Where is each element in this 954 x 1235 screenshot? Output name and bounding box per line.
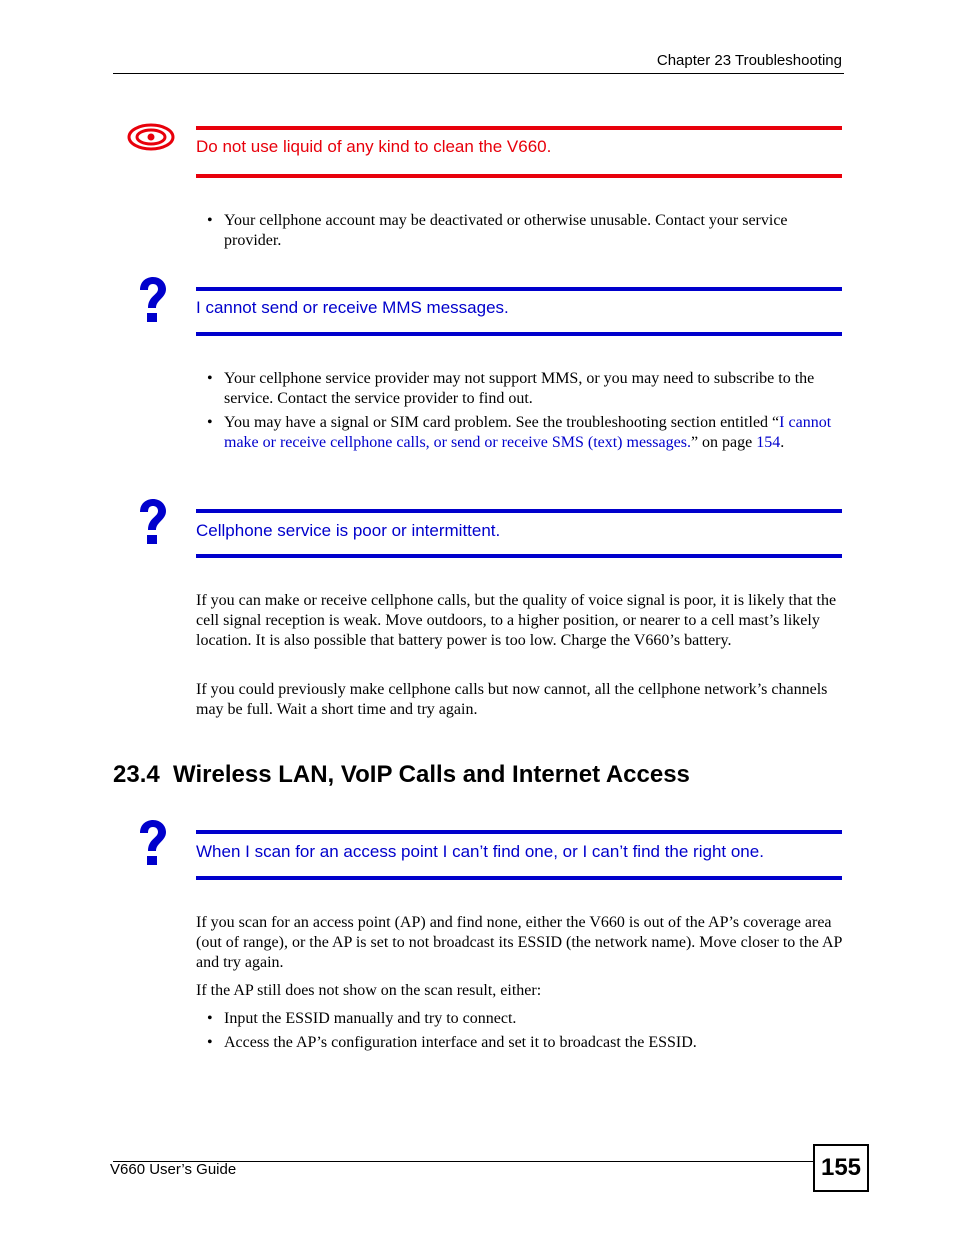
cross-reference-link[interactable]: I cannot make or receive cellphone calls, or send or receive SMS (text) messages. (224, 414, 832, 451)
question-rule-top (196, 830, 842, 834)
bullet-dot: • (207, 1034, 213, 1051)
paragraph: If you can make or receive cellphone calls, but the quality of voice signal is poor, it is likely that the cell signal reception is weak. Move outdoors, to a higher position, or nearer to a cell mast’s likely location. It is also possible that battery power is too low. Charge the V660’s battery. (196, 592, 837, 649)
item-text: ” on page (690, 434, 757, 451)
page-number: 155 (813, 1144, 869, 1192)
bullet-dot: • (207, 1010, 213, 1027)
section-heading: 23.4 Wireless LAN, VoIP Calls and Internet Access (113, 761, 690, 788)
question-mark-icon (134, 276, 170, 326)
bullet-dot: • (207, 212, 213, 229)
eye-icon (126, 120, 176, 154)
warning-rule-top (196, 126, 842, 130)
footer-guide-title: V660 User’s Guide (110, 1161, 237, 1178)
question-rule-bottom (196, 332, 842, 336)
question-text: When I scan for an access point I can’t find one, or I can’t find the right one. (196, 842, 764, 861)
list-item: Your cellphone account may be deactivated or otherwise unusable. Contact your service provider. (224, 212, 788, 249)
paragraph: If you could previously make cellphone calls but now cannot, all the cellphone network’s channels may be full. Wait a short time and try again. (196, 681, 828, 718)
question-rule-bottom (196, 876, 842, 880)
question-mark-icon (134, 498, 170, 548)
bullet-dot: • (207, 414, 213, 431)
question-rule-top (196, 509, 842, 513)
header-rule (113, 73, 844, 74)
list-item: Access the AP’s configuration interface and set it to broadcast the ESSID. (224, 1034, 697, 1051)
bullet-dot: • (207, 370, 213, 387)
warning-text: Do not use liquid of any kind to clean the V660. (196, 137, 552, 156)
question-rule-bottom (196, 554, 842, 558)
item-text: . (780, 434, 785, 451)
running-header: Chapter 23 Troubleshooting (656, 52, 842, 69)
item-text: You may have a signal or SIM card problem. See the troubleshooting section entitled “ (224, 414, 780, 431)
question-mark-icon (134, 819, 170, 869)
question-text: Cellphone service is poor or intermittent. (196, 521, 501, 540)
list-item (224, 413, 842, 453)
warning-rule-bottom (196, 174, 842, 178)
page-reference-link[interactable]: 154 (756, 434, 781, 451)
paragraph: If you scan for an access point (AP) and find none, either the V660 is out of the AP’s coverage area (out of range), or the AP is set to not broadcast its ESSID (the network name). Move closer to the AP and try again. (196, 914, 842, 971)
list-item: Your cellphone service provider may not support MMS, or you may need to subscribe to the service. Contact the service provider to find out. (224, 370, 815, 407)
list-item: Input the ESSID manually and try to connect. (224, 1010, 517, 1027)
question-rule-top (196, 287, 842, 291)
question-text: I cannot send or receive MMS messages. (196, 298, 509, 317)
paragraph: If the AP still does not show on the scan result, either: (196, 982, 542, 999)
